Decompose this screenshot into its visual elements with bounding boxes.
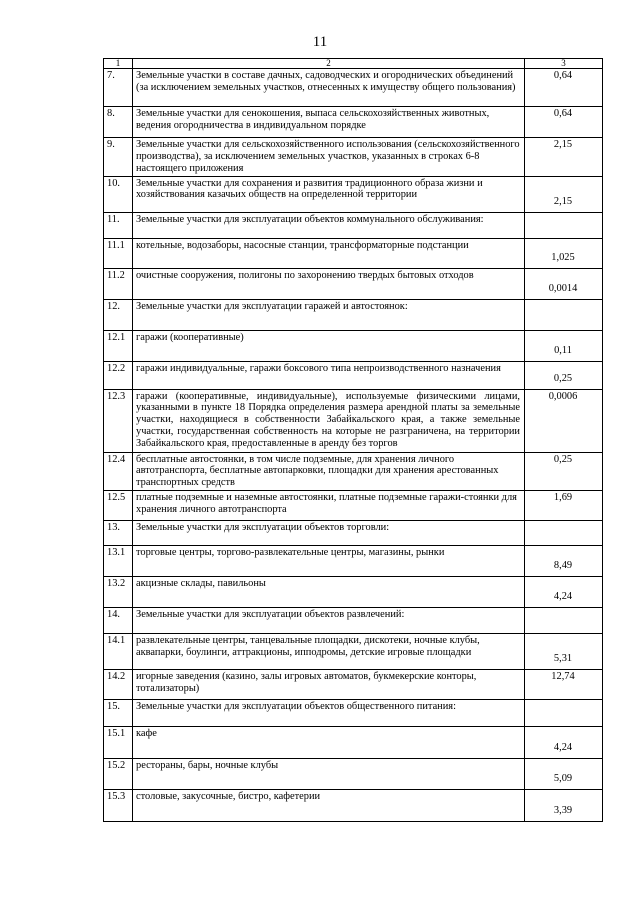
table-row xyxy=(104,361,603,389)
row-number: 7. xyxy=(104,69,133,107)
table-row xyxy=(104,138,603,177)
table-row xyxy=(104,452,603,491)
row-description: столовые, закусочные, бистро, кафетерии xyxy=(133,790,525,822)
row-number: 14.2 xyxy=(104,670,133,700)
row-value xyxy=(525,212,603,238)
row-description: гаражи (кооперативные, индивидуальные), используемые физическими лицами, указанными в пункте 18 Порядка определения размера арендной платы за земельные участки, находящиеся в собственности Забайкальского края, а также земельные участки, государственная собственность на которые не разграничена, на территории Забайкальского края, предоставленные в аренду без торгов xyxy=(133,389,525,452)
column-header-2: 2 xyxy=(133,59,525,69)
table-row xyxy=(104,69,603,107)
row-number: 13. xyxy=(104,521,133,546)
row-description: Земельные участки для эксплуатации объектов коммунального обслуживания: xyxy=(133,212,525,238)
row-number: 10. xyxy=(104,176,133,212)
row-number: 11. xyxy=(104,212,133,238)
row-value: 12,74 xyxy=(525,670,603,700)
table-row xyxy=(104,759,603,790)
row-number: 9. xyxy=(104,138,133,177)
table-row xyxy=(104,330,603,361)
table-row xyxy=(104,546,603,577)
row-description: рестораны, бары, ночные клубы xyxy=(133,759,525,790)
row-description: Земельные участки для эксплуатации объектов общественного питания: xyxy=(133,700,525,727)
row-value: 0,25 xyxy=(525,452,603,491)
row-value: 0,11 xyxy=(525,330,603,361)
row-description: Земельные участки для сохранения и развития традиционного образа жизни и хозяйствования казачьих обществ на определенной территории xyxy=(133,176,525,212)
row-description: игорные заведения (казино, залы игровых автоматов, букмекерские конторы, тотализаторы) xyxy=(133,670,525,700)
row-number: 8. xyxy=(104,107,133,138)
row-description: акцизные склады, павильоны xyxy=(133,577,525,608)
table-row xyxy=(104,389,603,452)
row-number: 14. xyxy=(104,608,133,634)
row-number: 15. xyxy=(104,700,133,727)
column-header-1: 1 xyxy=(104,59,133,69)
row-value xyxy=(525,299,603,330)
row-number: 15.2 xyxy=(104,759,133,790)
table-row xyxy=(104,299,603,330)
row-number: 11.2 xyxy=(104,268,133,299)
row-description: Земельные участки в составе дачных, садоводческих и огороднических объединений (за исключением земельных участков, отнесенных к имуществу общего пользования) xyxy=(133,69,525,107)
row-value: 1,025 xyxy=(525,238,603,268)
row-value: 0,0006 xyxy=(525,389,603,452)
page-number: 11 xyxy=(312,34,328,50)
row-value: 0,64 xyxy=(525,107,603,138)
row-value: 2,15 xyxy=(525,138,603,177)
row-value: 4,24 xyxy=(525,577,603,608)
row-description: платные подземные и наземные автостоянки, платные подземные гаражи-стоянки для хранения личного автотранспорта xyxy=(133,491,525,521)
row-value: 2,15 xyxy=(525,176,603,212)
table-row xyxy=(104,634,603,670)
row-value: 1,69 xyxy=(525,491,603,521)
row-value: 3,39 xyxy=(525,790,603,822)
row-number: 12.4 xyxy=(104,452,133,491)
row-value: 0,64 xyxy=(525,69,603,107)
row-value xyxy=(525,521,603,546)
column-header-3: 3 xyxy=(525,59,603,69)
row-description: гаражи (кооперативные) xyxy=(133,330,525,361)
row-description: кафе xyxy=(133,727,525,759)
row-number: 14.1 xyxy=(104,634,133,670)
row-value: 0,0014 xyxy=(525,268,603,299)
table-row xyxy=(104,521,603,546)
row-description: очистные сооружения, полигоны по захоронению твердых бытовых отходов xyxy=(133,268,525,299)
row-description: котельные, водозаборы, насосные станции, трансформаторные подстанции xyxy=(133,238,525,268)
row-description: Земельные участки для эксплуатации объектов развлечений: xyxy=(133,608,525,634)
table-row xyxy=(104,790,603,822)
row-number: 12.5 xyxy=(104,491,133,521)
row-description: Земельные участки для сенокошения, выпаса сельскохозяйственных животных, ведения огородничества в индивидуальном порядке xyxy=(133,107,525,138)
row-value: 8,49 xyxy=(525,546,603,577)
row-number: 12.3 xyxy=(104,389,133,452)
row-description: гаражи индивидуальные, гаражи боксового типа непроизводственного назначения xyxy=(133,361,525,389)
table-row xyxy=(104,727,603,759)
rates-table xyxy=(103,58,603,822)
table-row xyxy=(104,268,603,299)
table-row xyxy=(104,670,603,700)
table-row xyxy=(104,491,603,521)
row-number: 15.1 xyxy=(104,727,133,759)
row-description: торговые центры, торгово-развлекательные центры, магазины, рынки xyxy=(133,546,525,577)
row-number: 15.3 xyxy=(104,790,133,822)
table-row xyxy=(104,176,603,212)
table-row xyxy=(104,212,603,238)
table-row xyxy=(104,107,603,138)
row-value xyxy=(525,700,603,727)
row-value xyxy=(525,608,603,634)
row-description: Земельные участки для сельскохозяйственного использования (сельскохозяйственного производства), за исключением земельных участков, указанных в строках 6-8 настоящего приложения xyxy=(133,138,525,177)
row-description: бесплатные автостоянки, в том числе подземные, для хранения личного автотранспорта, бесплатные автопарковки, площадки для хранения арестованных транспортных средств xyxy=(133,452,525,491)
table-row xyxy=(104,608,603,634)
row-value: 4,24 xyxy=(525,727,603,759)
row-number: 13.2 xyxy=(104,577,133,608)
row-number: 13.1 xyxy=(104,546,133,577)
row-number: 11.1 xyxy=(104,238,133,268)
row-description: развлекательные центры, танцевальные площадки, дискотеки, ночные клубы, аквапарки, боулинги, аттракционы, ипподромы, детские игровые площадки xyxy=(133,634,525,670)
row-number: 12.2 xyxy=(104,361,133,389)
row-description: Земельные участки для эксплуатации объектов торговли: xyxy=(133,521,525,546)
row-number: 12.1 xyxy=(104,330,133,361)
table-row xyxy=(104,577,603,608)
row-value: 5,09 xyxy=(525,759,603,790)
table-row xyxy=(104,700,603,727)
row-description: Земельные участки для эксплуатации гаражей и автостоянок: xyxy=(133,299,525,330)
table-header-row xyxy=(104,59,603,69)
row-value: 0,25 xyxy=(525,361,603,389)
table-row xyxy=(104,238,603,268)
row-number: 12. xyxy=(104,299,133,330)
row-value: 5,31 xyxy=(525,634,603,670)
